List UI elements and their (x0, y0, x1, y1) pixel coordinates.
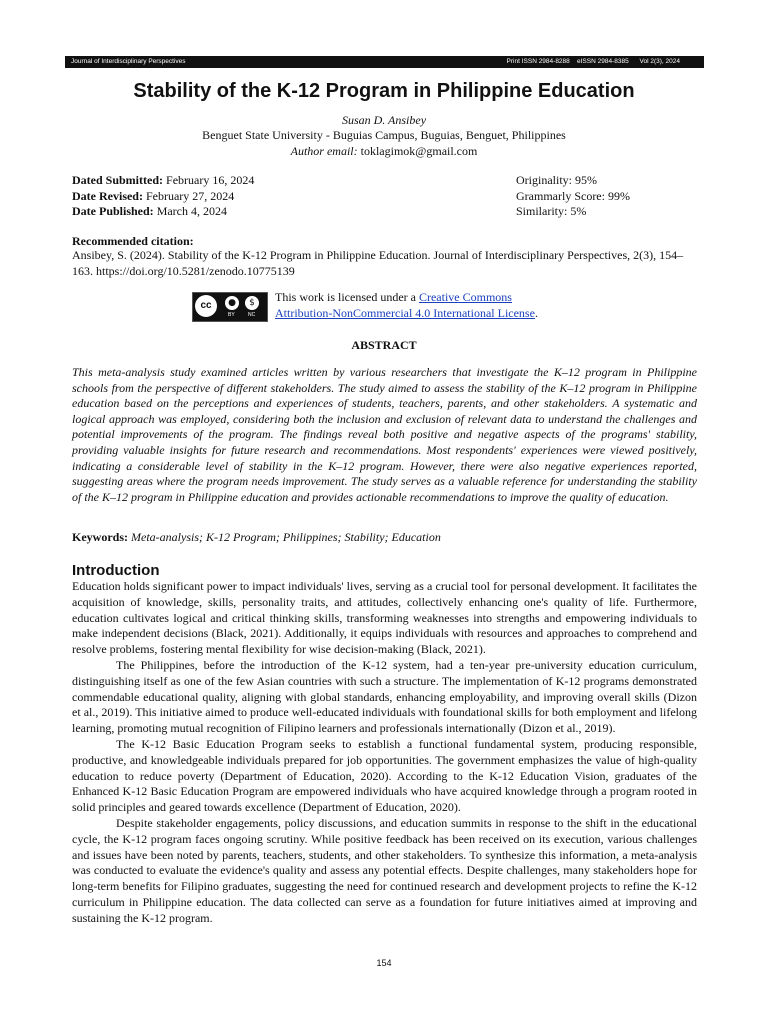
author-name: Susan D. Ansibey (341, 113, 427, 127)
keywords-label: Keywords: (72, 530, 128, 544)
intro-paragraph-1: Education holds significant power to impact individuals' lives, serving as a crucial tool for personal development. It facilitates the acquisition of knowledge, skills, personality traits, and attitudes, collectively enhancing one's quality of life. Furthermore, education cultivates logical and critical thinking skills, transforming weaknesses into strengths and empowering individuals to make independent decisions (Black, 2021). Additionally, it equips individuals with resources and approaches to comprehend and resolve problems, fostering mental flexibility for wise decision-making (Black, 2021). (72, 579, 697, 657)
attribution-person-icon: ● (225, 296, 239, 310)
journal-header-bar (65, 56, 704, 68)
dates-block (72, 173, 254, 220)
keywords (72, 530, 441, 545)
email-address[interactable]: toklagimok@gmail.com (360, 144, 478, 158)
affiliation: Benguet State University - Buguias Campus, Buguias, Benguet, Philippines (202, 128, 566, 142)
email-label: Author email: (290, 144, 358, 158)
issn-volume: Print ISSN 2984-8288 eISSN 2984-8385 Vol 2(3), 2024 (506, 58, 680, 65)
introduction-body (72, 579, 697, 927)
originality-score: Originality: 95% (516, 173, 597, 187)
date-submitted: Dated Submitted: February 16, 2024 (72, 173, 255, 187)
paper-title: Stability of the K-12 Program in Philippine Education (133, 80, 635, 102)
intro-paragraph-3: The K-12 Basic Education Program seeks to establish a functional fundamental system, producing responsible, productive, and knowledgeable individuals prepared for job opportunities. The government emphasizes the value of high-quality education to reduce poverty (Department of Education, 2020). According to the K-12 Education Vision, graduates of the Enhanced K-12 Basic Education Program are empowered individuals who have acquired knowledge through a program rooted in solid principles and geared towards excellence (Department of Education, 2020). (72, 736, 697, 815)
date-revised: Date Revised: February 27, 2024 (72, 188, 235, 203)
nc-label: NC (248, 312, 256, 318)
citation-heading: Recommended citation: (72, 234, 194, 248)
citation-text: Ansibey, S. (2024). Stability of the K-12 Program in Philippine Education. Journal of Interdisciplinary Perspectives, 2(3), 154–163. https://doi.org/10.5281/zenodo.10775139 (72, 248, 684, 278)
noncommercial-dollar-icon: $ (245, 296, 259, 310)
author-email (0, 144, 768, 159)
similarity-score: Similarity: 5% (516, 204, 587, 218)
date-published: Date Published: March 4, 2024 (72, 204, 228, 218)
abstract-text: This meta-analysis study examined articles written by various researchers that investigate the K‒12 program in Philippine schools from the perspective of different stakeholders. The study aimed to assess the stability of the K‒12 program in Philippine education based on the perceptions and experiences of students, teachers, parents, and other stakeholders. A systematic and logical approach was employed, considering both the inclusion and exclusion of relevant data to understand the challenges and potential improvements of the program. The findings reveal both positive and negative aspects of the programs' stability, providing valuable insights for future research and recommendations. Most respondents' experiences were viewed positively, indicating a considerable level of stability in the K‒12 program. However, there were also negative experiences reported, suggesting areas where the program needs improvement. The study serves as a valuable reference for understanding the stability of the K‒12 program in Philippine education and provides actionable recommendations to improve the quality of education. (72, 365, 697, 504)
license-link-line1[interactable]: Creative Commons (418, 290, 512, 304)
intro-paragraph-4: Despite stakeholder engagements, policy discussions, and education summits in response to the shift in the educational cycle, the K-12 program faces ongoing scrutiny. While positive feedback has been received on its execution, various challenges and issues have been noted by parents, teachers, students, and other stakeholders. To synthesize this information, a meta-analysis was conducted to evaluate the evidence's quality and assess any potential effects. Despite challenges, many stakeholders hope for long-term benefits for Filipino graduates, suggesting the need for continued research and development projects to refine the K-12 curriculum in Philippine education. The data collected can serve as a foundation for future initiatives aimed at improving and sustaining the K-12 program. (72, 815, 697, 925)
keywords-list: Meta-analysis; K-12 Program; Philippines; Stability; Education (131, 530, 441, 544)
cc-icon: cc (195, 295, 217, 317)
license-link-line2[interactable]: Attribution-NonCommercial 4.0 International License (275, 305, 535, 320)
by-label: BY (228, 312, 235, 318)
introduction-heading: Introduction (72, 562, 160, 579)
grammarly-score: Grammarly Score: 99% (516, 188, 630, 203)
cc-by-nc-badge-icon[interactable] (192, 292, 268, 322)
journal-name: Journal of Interdisciplinary Perspectives (71, 58, 186, 65)
intro-paragraph-2: The Philippines, before the introduction of the K-12 system, had a ten-year pre-university education curriculum, distinguishing itself as one of the few Asian countries with such a structure. The implementation of K-12 programs demonstrated commendable educational quality, aligning with global standards, enhancing employability, and improving overall skills (Dizon et al., 2019). This initiative aimed to produce well-educated individuals with foundational skills for both employment and lifelong learning, promoting mutual recognition of Filipino learners and professionals internationally (Dizon et al., 2019). (72, 657, 697, 736)
page-number: 154 (376, 958, 392, 968)
scores-block (516, 173, 630, 220)
abstract-heading: ABSTRACT (351, 338, 417, 352)
license-text: This work is licensed under a Creative Commons Attribution-NonCommercial 4.0 International License. (275, 290, 538, 320)
